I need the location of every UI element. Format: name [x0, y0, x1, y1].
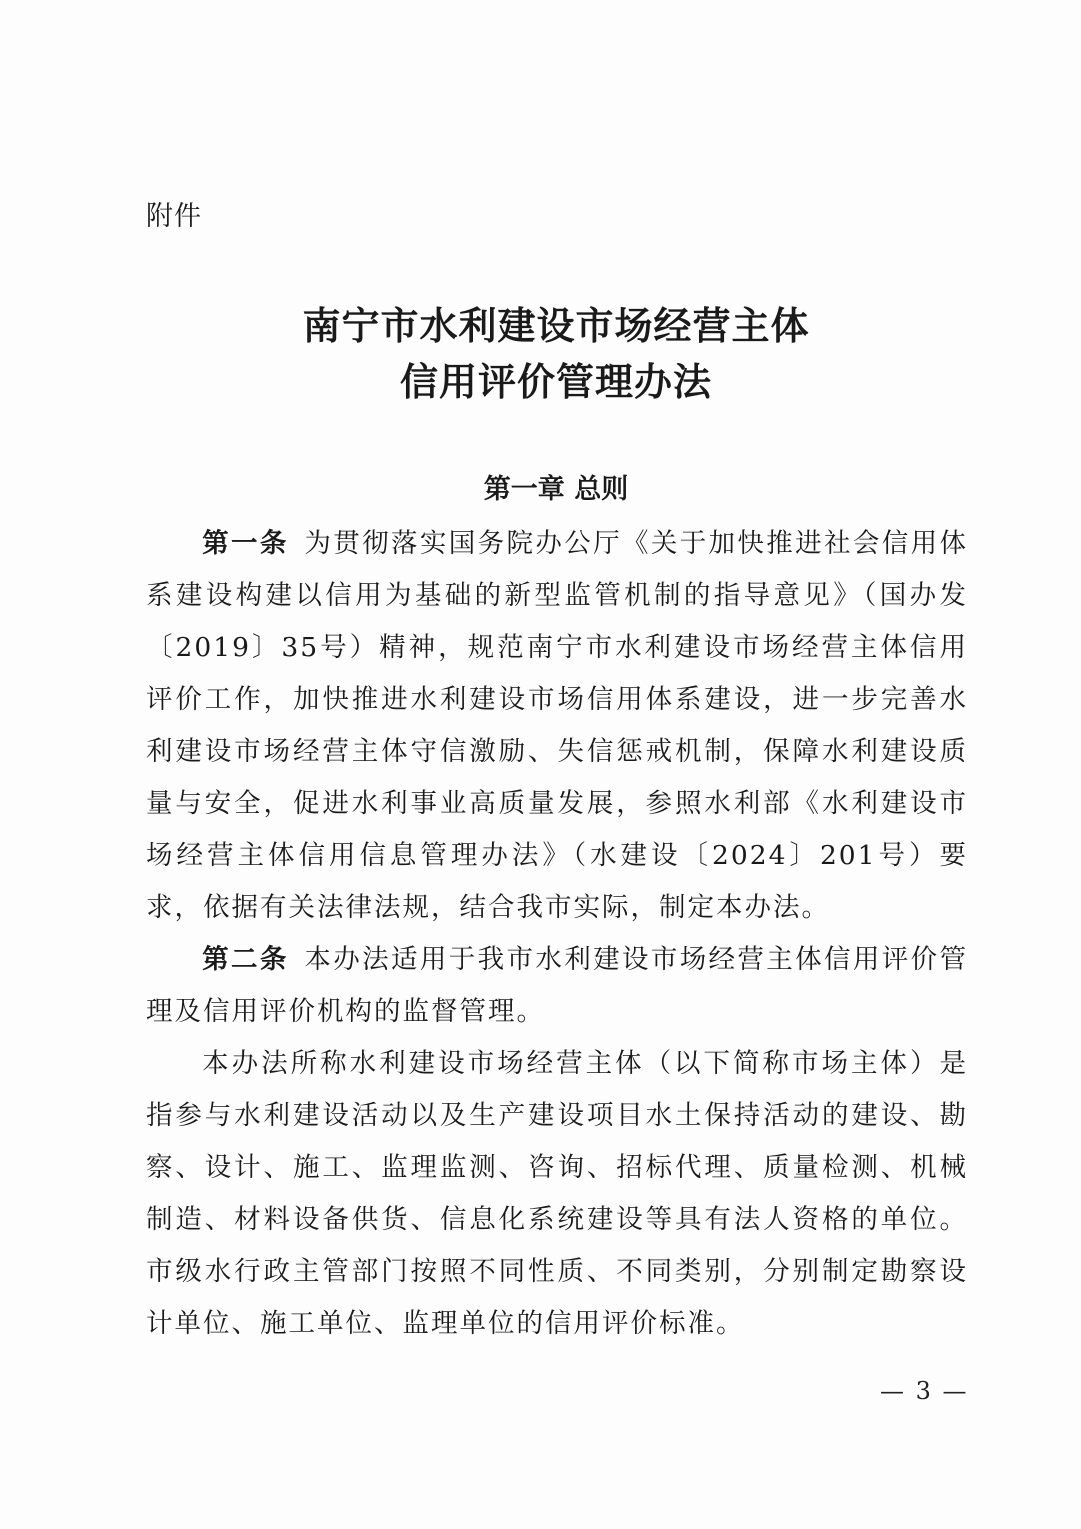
document-title-line-2: 信用评价管理办法 — [399, 359, 712, 404]
article-1-paragraph — [146, 518, 968, 934]
article-2-paragraph — [146, 934, 968, 1038]
document-body — [146, 518, 968, 1350]
chapter-heading: 第一章 总则 — [483, 474, 629, 505]
attachment-label: 附件 — [146, 201, 202, 232]
article-2-text: 本办法适用于我市水利建设市场经营主体信用评价管理及信用评价机构的监督管理。 — [146, 944, 969, 1027]
definition-paragraph: 本办法所称水利建设市场经营主体（以下简称市场主体）是指参与水利建设活动以及生产建设项目水土保持活动的建设、勘察、设计、施工、监理监测、咨询、招标代理、质量检测、机械制造、材料设备供货、信息化系统建设等具有法人资格的单位。市级水行政主管部门按照不同性质、不同类别，分别制定勘察设计单位、施工单位、监理单位的信用评价标准。 — [146, 1048, 968, 1339]
article-2-number: 第二条 — [202, 944, 289, 975]
page-number: — 3 — — [880, 1377, 969, 1405]
document-title-line-1: 南宁市水利建设市场经营主体 — [302, 303, 810, 348]
article-1-text: 为贯彻落实国务院办公厅《关于加快推进社会信用体系建设构建以信用为基础的新型监管机制的指导意见》（国办发〔2019〕35号）精神，规范南宁市水利建设市场经营主体信用评价工作，加快推进水利建设市场信用体系建设，进一步完善水利建设市场经营主体守信激励、失信惩戒机制，保障水利建设质量与安全，促进水利事业高质量发展，参照水利部《水利建设市场经营主体信用信息管理办法》（水建设〔2024〕201号）要求，依据有关法律法规，结合我市实际，制定本办法。 — [146, 528, 969, 923]
article-1-number: 第一条 — [202, 528, 289, 559]
